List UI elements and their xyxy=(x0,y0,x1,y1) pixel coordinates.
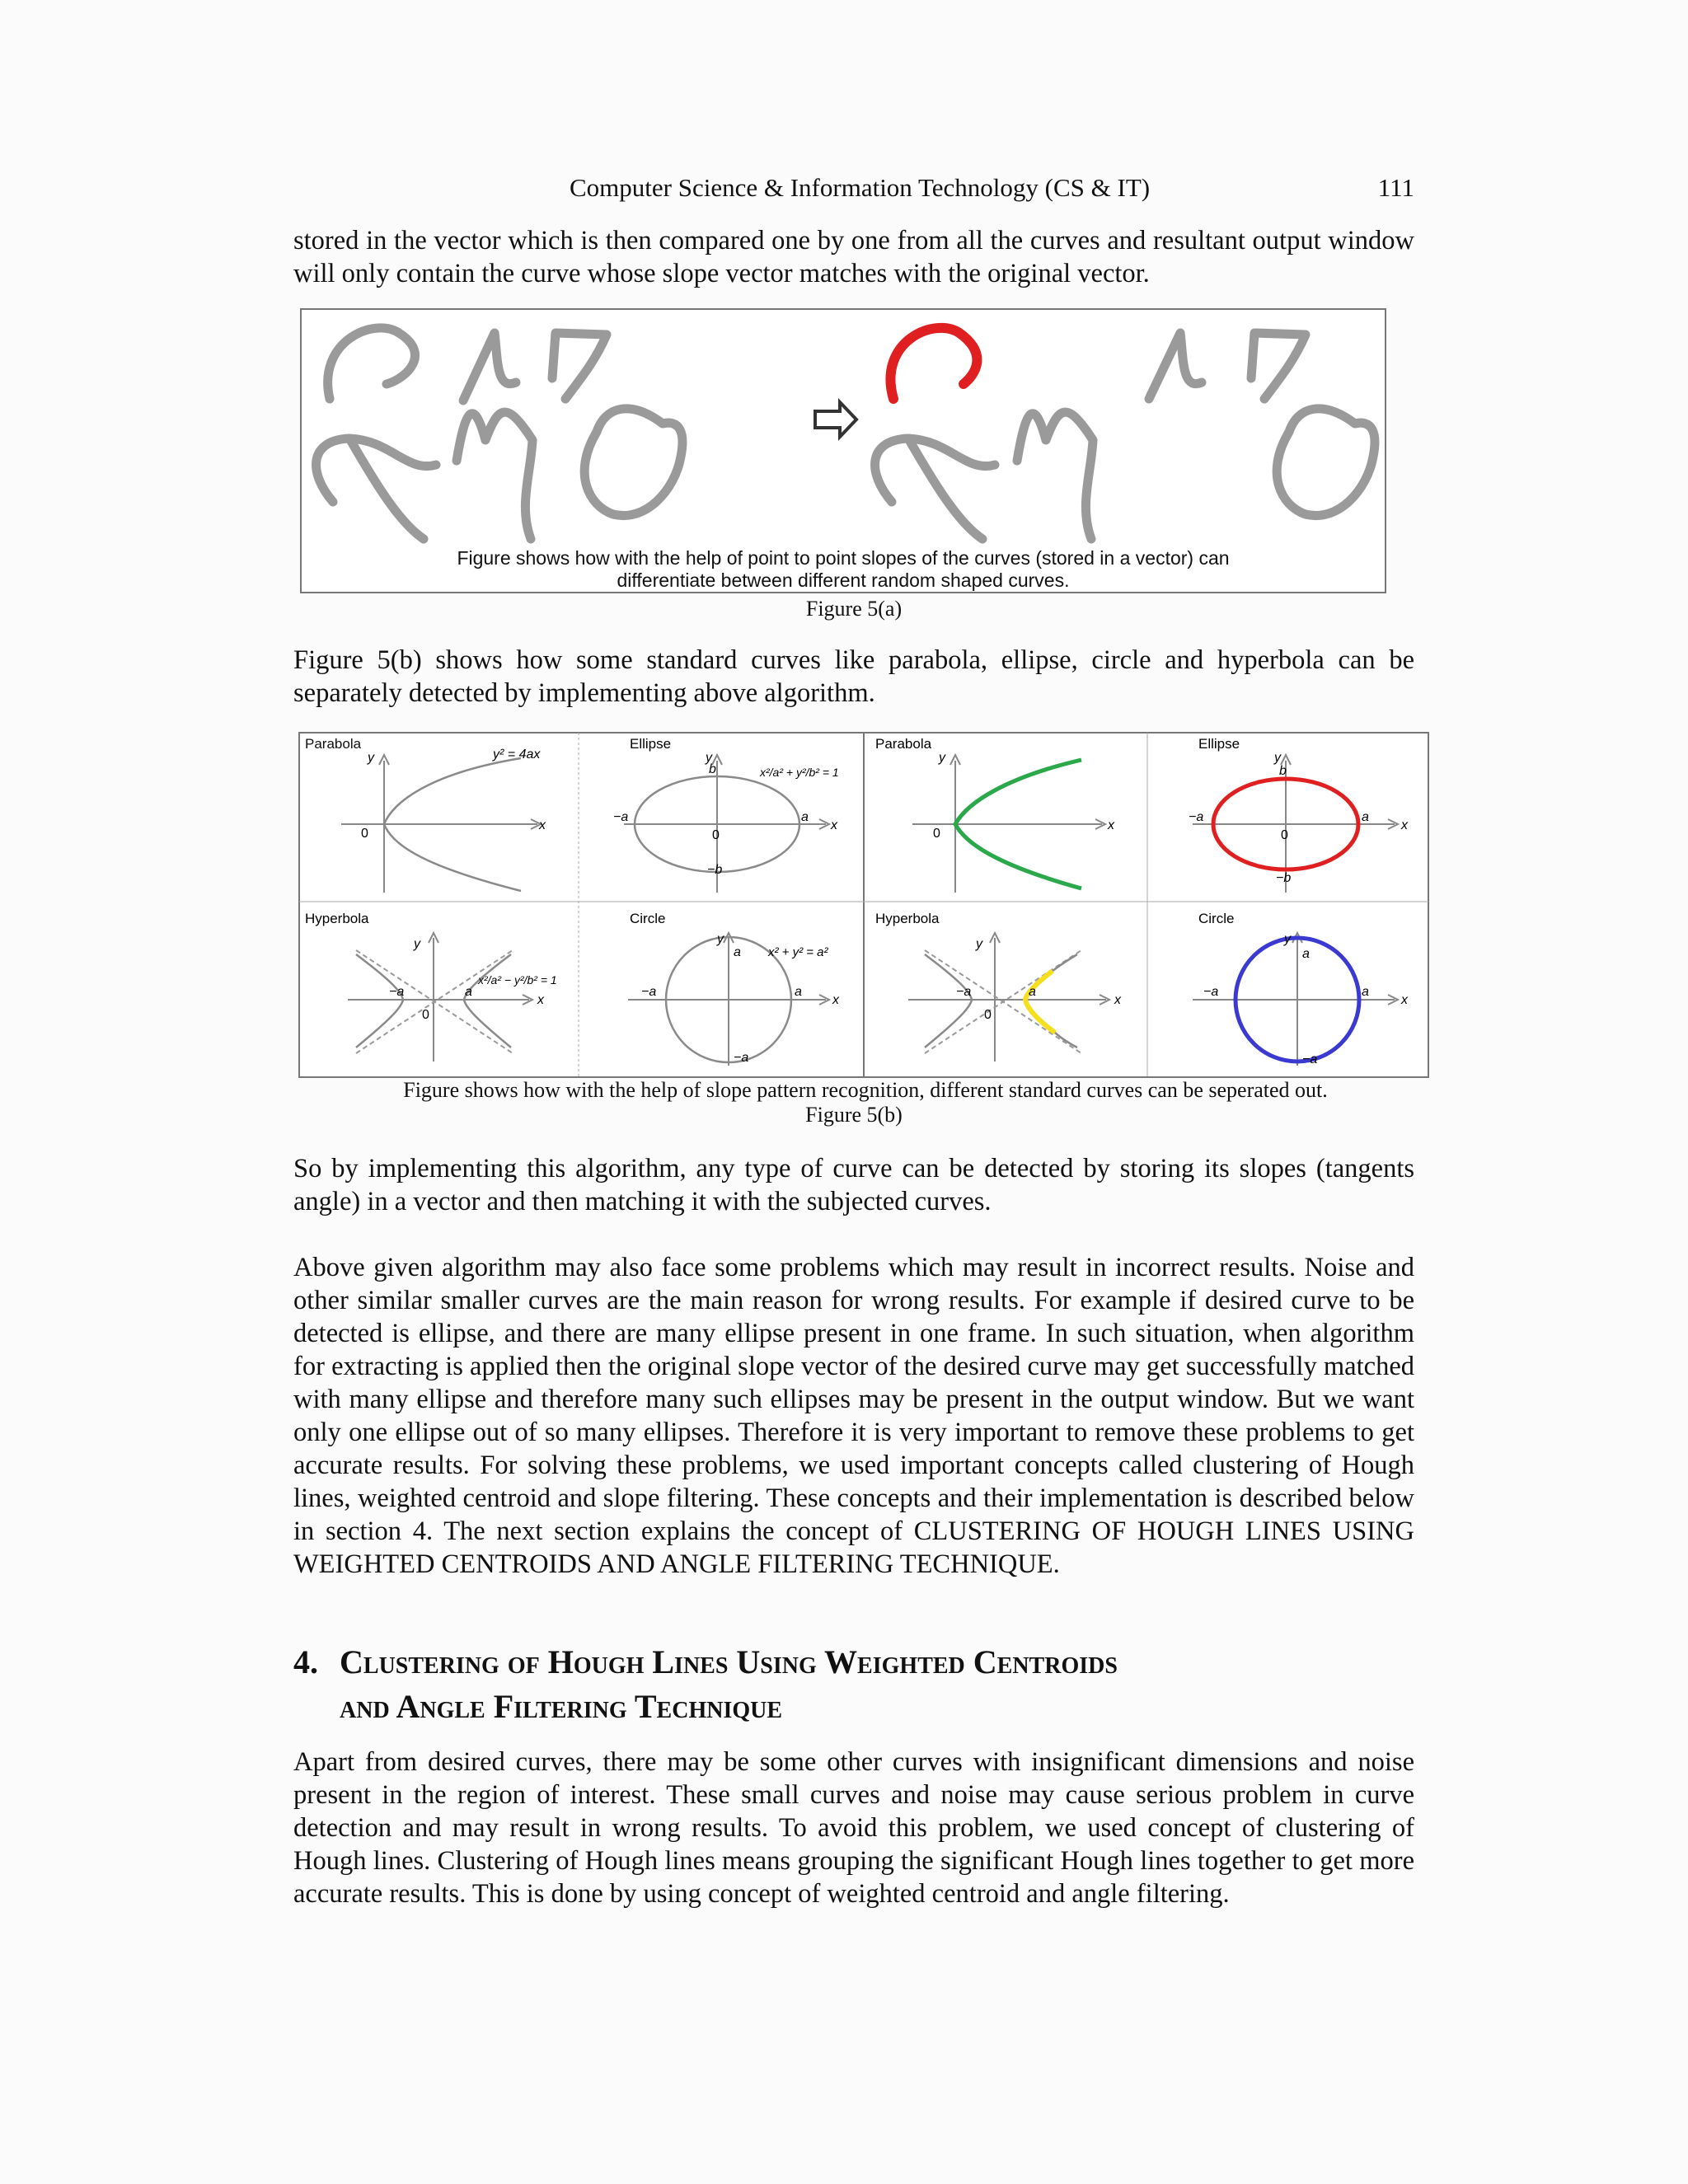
paragraph-1: stored in the vector which is then compared one by one from all the curves and resultant output window will only contain the curve whose slope vector matches with the original vector. xyxy=(293,226,1414,288)
equation: x² + y² = a² xyxy=(768,945,828,959)
paragraph-3: So by implementing this algorithm, any type of curve can be detected by storing its slopes (tangents angle) in a vector and then matching it with the subjected curves. xyxy=(293,1154,1414,1216)
svg-text:y: y xyxy=(414,937,420,951)
svg-text:y: y xyxy=(939,751,945,765)
svg-text:0: 0 xyxy=(933,827,940,841)
svg-text:y: y xyxy=(368,751,374,765)
svg-text:a: a xyxy=(1362,810,1369,824)
svg-text:a: a xyxy=(1362,985,1369,999)
svg-text:x: x xyxy=(539,818,546,832)
figure-5b-inner-caption: Figure shows how with the help of slope pattern recognition, different standard curves can be seperated out. xyxy=(403,1078,1328,1102)
figure-5a-label: Figure 5(a) xyxy=(805,597,903,621)
svg-text:y: y xyxy=(706,751,712,765)
figure-5b-canvas xyxy=(298,732,1429,1078)
svg-text:0: 0 xyxy=(712,828,720,842)
journal-title: Computer Science & Information Technology (CS & IT) xyxy=(570,173,1151,202)
svg-text:y: y xyxy=(1284,932,1291,946)
section-title-line-2: and Angle Filtering Technique xyxy=(340,1688,783,1725)
svg-text:a: a xyxy=(1029,985,1036,999)
svg-text:−a: −a xyxy=(1189,810,1204,824)
figure-5a xyxy=(300,308,1386,593)
svg-text:Ellipse: Ellipse xyxy=(630,736,672,752)
svg-text:Hyperbola: Hyperbola xyxy=(305,911,369,926)
equation: y² = 4ax xyxy=(493,748,541,762)
svg-text:−a: −a xyxy=(389,985,405,999)
svg-text:0: 0 xyxy=(1281,828,1288,842)
svg-text:−b: −b xyxy=(1276,871,1292,885)
svg-text:a: a xyxy=(734,945,741,959)
svg-text:x: x xyxy=(1401,993,1408,1007)
equation: x²/a² + y²/b² = 1 xyxy=(760,766,839,779)
figure-5b xyxy=(298,732,1429,1078)
panel-title: Parabola xyxy=(305,736,362,752)
svg-text:y: y xyxy=(717,932,724,946)
svg-text:0: 0 xyxy=(984,1008,992,1022)
section-heading xyxy=(293,1640,1414,1729)
section-title-line-1: Clustering of Hough Lines Using Weighted Centroids xyxy=(340,1643,1118,1680)
svg-text:a: a xyxy=(465,985,472,999)
svg-text:−a: −a xyxy=(956,985,972,999)
svg-text:0: 0 xyxy=(361,827,368,841)
svg-text:Hyperbola: Hyperbola xyxy=(875,911,940,926)
figure-5b-label: Figure 5(b) xyxy=(805,1103,903,1127)
svg-text:x: x xyxy=(537,993,544,1007)
svg-text:a: a xyxy=(795,985,802,999)
figure-5a-inner-caption-2: differentiate between different random shaped curves. xyxy=(617,569,1070,591)
svg-text:x: x xyxy=(1108,818,1114,832)
svg-text:−a: −a xyxy=(1203,985,1219,999)
figure-5a-canvas xyxy=(300,308,1386,593)
page-number: 111 xyxy=(1377,173,1414,202)
svg-text:−a: −a xyxy=(734,1051,749,1065)
svg-text:x: x xyxy=(832,993,839,1007)
paragraph-4: Above given algorithm may also face some problems which may result in incorrect results. Noise and other similar smaller curves are the main reason for wrong results. For example if desired curve to be detected is ellipse, and there are many ellipse present in one frame. In such situation, when algorithm for extracting is applied then the original slope vector of the desired curve may get successfully matched with many ellipse and therefore many such ellipses may be present in the output window. But we want only one ellipse out of so many ellipses. Therefore it is very important to remove these problems to get accurate results. For solving these problems, we used important concepts called clustering of Hough lines, weighted centroid and slope filtering. These concepts and their implementation is described below in section 4. The next section explains the concept of CLUSTERING OF HOUGH LINES USING WEIGHTED CENTROIDS AND ANGLE FILTERING TECHNIQUE. xyxy=(293,1253,1414,1579)
svg-text:b: b xyxy=(709,762,716,776)
svg-text:Ellipse: Ellipse xyxy=(1198,736,1240,752)
svg-text:y: y xyxy=(976,937,982,951)
svg-text:Circle: Circle xyxy=(630,911,666,926)
svg-text:−b: −b xyxy=(707,863,723,877)
svg-text:b: b xyxy=(1279,764,1287,778)
svg-text:Circle: Circle xyxy=(1198,911,1235,926)
svg-text:a: a xyxy=(801,810,809,824)
svg-text:Parabola: Parabola xyxy=(875,736,932,752)
svg-text:x: x xyxy=(1401,818,1408,832)
svg-text:−a: −a xyxy=(1302,1052,1318,1066)
svg-text:−a: −a xyxy=(641,985,657,999)
svg-text:y: y xyxy=(1274,751,1281,765)
figure-5a-inner-caption-1: Figure shows how with the help of point to point slopes of the curves (stored in a vector) can xyxy=(457,547,1230,569)
paragraph-2: Figure 5(b) shows how some standard curves like parabola, ellipse, circle and hyperbola can be separately detected by implementing above algorithm. xyxy=(293,645,1414,708)
svg-text:x: x xyxy=(1114,993,1121,1007)
svg-text:a: a xyxy=(1302,947,1310,961)
paragraph-5: Apart from desired curves, there may be some other curves with insignificant dimensions and noise present in the region of interest. These small curves and noise may cause serious problem in curve detection and may result in wrong results. To avoid this problem, we used concept of clustering of Hough lines. Clustering of Hough lines means grouping the significant Hough lines together to get more accurate results. This is done by using concept of weighted centroid and angle filtering. xyxy=(293,1747,1414,1909)
running-head xyxy=(293,173,1414,206)
svg-text:−a: −a xyxy=(613,810,629,824)
section-number: 4. xyxy=(293,1643,318,1680)
svg-text:x: x xyxy=(831,818,837,832)
equation: x²/a² − y²/b² = 1 xyxy=(478,973,557,987)
svg-text:0: 0 xyxy=(422,1008,429,1022)
